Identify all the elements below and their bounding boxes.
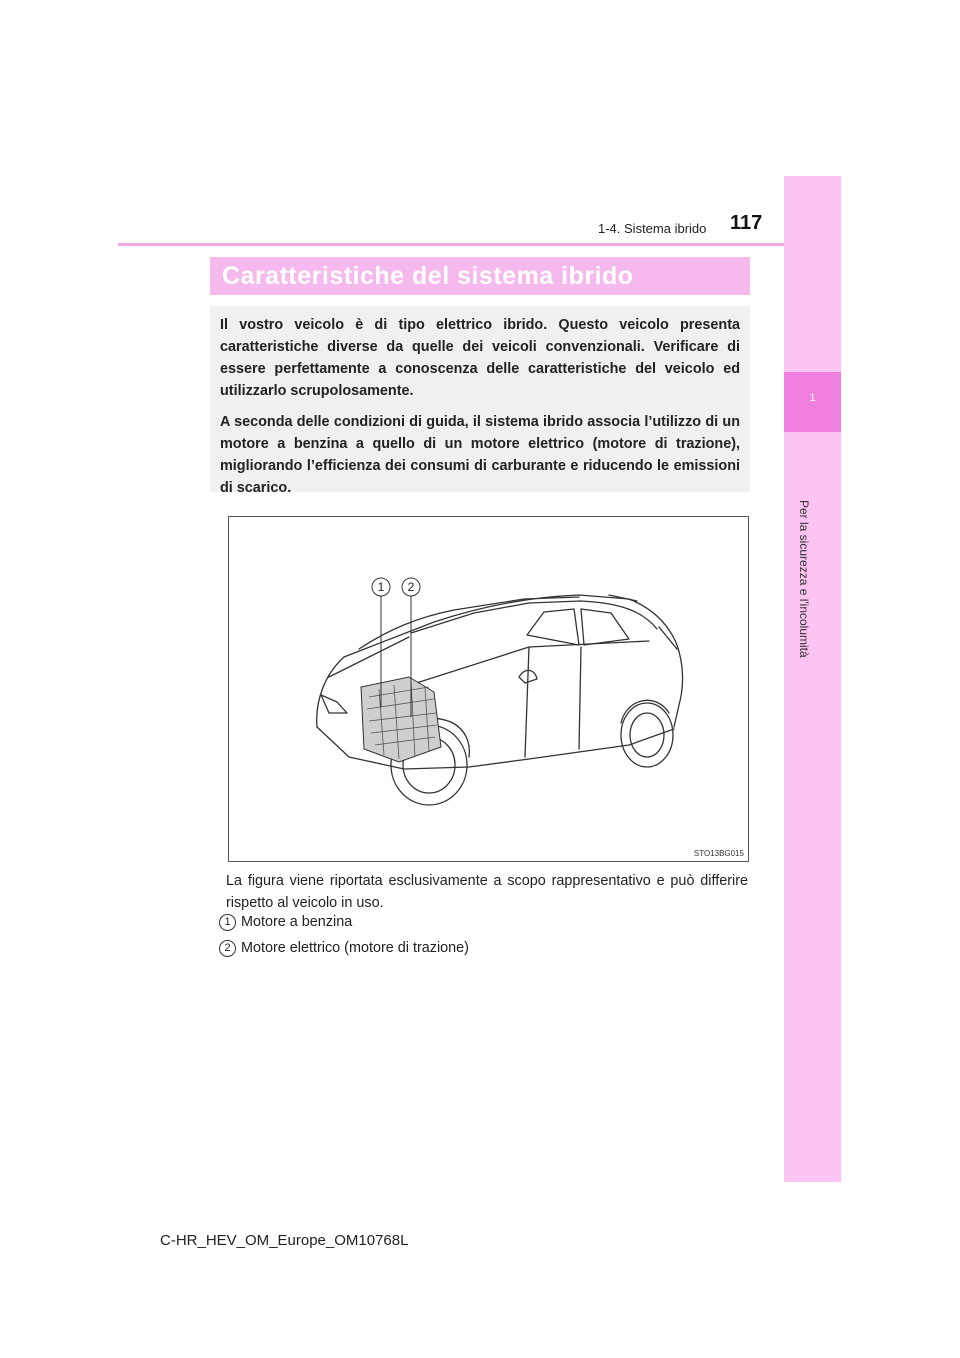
car-drawing	[229, 517, 748, 861]
figure-caption: La figura viene riportata esclusivamente a scopo rappresentativo e può differire rispetto al veicolo in uso.	[226, 873, 748, 911]
intro-box	[210, 306, 750, 496]
page-number: 117	[730, 212, 763, 234]
chapter-title: Per la sicurezza e l'incolumità	[797, 500, 811, 658]
intro-paragraph-2: A seconda delle condizioni di guida, il sistema ibrido associa l’utilizzo di un motore a benzina a quello di un motore elettrico (motore di trazione), migliorando l’efficienza dei consumi di carburante e riducendo le emissioni di scarico.	[220, 414, 740, 496]
legend-number-2: 2	[219, 940, 236, 957]
section-title: 1-4. Sistema ibrido	[598, 221, 707, 236]
intro-paragraph-1: Il vostro veicolo è di tipo elettrico ibrido. Questo veicolo presenta caratteristiche diverse da quelle dei veicoli convenzionali. Verificare di essere perfettamente a conoscenza delle caratteristiche del veicolo ed utilizzarlo scrupolosamente.	[220, 317, 740, 399]
title-banner	[210, 257, 750, 295]
legend-label-1: Motore a benzina	[241, 914, 353, 930]
page-title: Caratteristiche del sistema ibrido	[222, 262, 634, 290]
figure-code: STO13BG015	[693, 849, 744, 858]
header-rule	[118, 243, 784, 246]
callout-1: 1	[377, 580, 385, 594]
chapter-number: 1	[809, 392, 816, 404]
chapter-side-tab	[784, 176, 841, 1182]
legend-label-2: Motore elettrico (motore di trazione)	[241, 940, 469, 956]
vehicle-illustration	[228, 516, 749, 862]
legend-number-1: 1	[219, 914, 236, 931]
document-footer: C-HR_HEV_OM_Europe_OM10768L	[160, 1232, 409, 1249]
callout-2: 2	[407, 580, 415, 594]
